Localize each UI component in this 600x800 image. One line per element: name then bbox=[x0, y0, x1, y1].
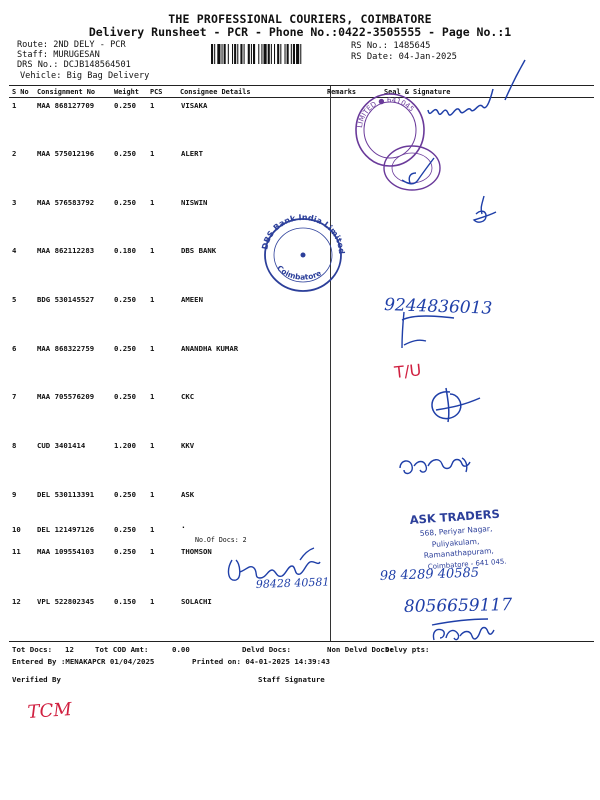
row-consignee: ASK bbox=[181, 490, 195, 499]
company-title: THE PROFESSIONAL COURIERS, COIMBATORE bbox=[168, 12, 432, 26]
stamp-line-4: Ramanathapuram, bbox=[423, 546, 495, 560]
barcode-bar bbox=[258, 44, 259, 64]
barcode-bar bbox=[264, 44, 267, 64]
barcode-bar bbox=[214, 44, 215, 64]
row-sno: 11 bbox=[12, 547, 21, 556]
table-row bbox=[0, 198, 600, 208]
row-consignment-no: BDG 530145527 bbox=[37, 295, 95, 304]
row-pcs: 1 bbox=[150, 149, 155, 158]
row-2-signature bbox=[402, 158, 434, 184]
row-weight: 0.250 bbox=[114, 344, 136, 353]
table-row bbox=[0, 295, 600, 305]
row-consignment-no: MAA 705576209 bbox=[37, 392, 95, 401]
row-consignee: SOLACHI bbox=[181, 597, 212, 606]
row-9-phone: 98 4289 40585 bbox=[379, 565, 480, 584]
row-10-consignee-mark: . bbox=[181, 521, 186, 530]
row-sno: 4 bbox=[12, 246, 17, 255]
row-sno: 10 bbox=[12, 525, 21, 534]
row-12-signature bbox=[432, 619, 494, 640]
row-sno: 1 bbox=[12, 101, 17, 110]
row-consignment-no: MAA 862112283 bbox=[37, 246, 95, 255]
row-consignment-no: MAA 109554103 bbox=[37, 547, 95, 556]
table-row bbox=[0, 490, 600, 500]
barcode-bar bbox=[280, 44, 281, 64]
row-weight: 0.250 bbox=[114, 101, 136, 110]
stamp-line-1: ASK TRADERS bbox=[409, 506, 501, 527]
dbs-seal-top-text: DBS Bank India Limited bbox=[260, 212, 347, 255]
row-pcs: 1 bbox=[150, 344, 155, 353]
row-pcs: 1 bbox=[150, 101, 155, 110]
barcode bbox=[211, 44, 341, 64]
row-weight: 0.250 bbox=[114, 198, 136, 207]
col-header-pcs: PCS bbox=[150, 88, 163, 96]
staff-signature-label: Staff Signature bbox=[258, 675, 325, 684]
row-sno: 2 bbox=[12, 149, 17, 158]
row-consignee: ANANDHA KUMAR bbox=[181, 344, 239, 353]
docs-count-note: No.Of Docs: 2 bbox=[195, 536, 247, 544]
row-weight: 0.250 bbox=[114, 525, 136, 534]
barcode-bar bbox=[274, 44, 275, 64]
row-weight: 0.150 bbox=[114, 597, 136, 606]
row-consignee: VISAKA bbox=[181, 101, 208, 110]
row-consignee: KKV bbox=[181, 441, 195, 450]
row-6-remark: T/U bbox=[393, 360, 423, 382]
barcode-bar bbox=[244, 44, 245, 64]
barcode-bar bbox=[287, 44, 289, 64]
row-pcs: 1 bbox=[150, 597, 155, 606]
col-header-seal: Seal & Signature bbox=[384, 88, 451, 96]
row-consignee: ALERT bbox=[181, 149, 203, 158]
row-consignment-no: MAA 576583792 bbox=[37, 198, 95, 207]
barcode-bar bbox=[240, 44, 242, 64]
row-sno: 9 bbox=[12, 490, 17, 499]
barcode-bar bbox=[228, 44, 229, 64]
row-pcs: 1 bbox=[150, 198, 155, 207]
row-pcs: 1 bbox=[150, 295, 155, 304]
barcode-bar bbox=[277, 44, 279, 64]
table-row bbox=[0, 392, 600, 402]
row-consignment-no: MAA 575012196 bbox=[37, 149, 95, 158]
table-top-rule bbox=[9, 85, 594, 86]
row-sno: 3 bbox=[12, 198, 17, 207]
ask-traders-stamp bbox=[409, 507, 507, 571]
row-11-phone: 98428 40581 bbox=[255, 575, 330, 591]
table-bottom-rule bbox=[9, 641, 594, 642]
table-row bbox=[0, 441, 600, 451]
barcode-bar bbox=[211, 44, 213, 64]
row-consignee: CKC bbox=[181, 392, 195, 401]
row-weight: 1.200 bbox=[114, 441, 136, 450]
row-5-phone: 9244836013 bbox=[383, 295, 493, 319]
table-row bbox=[0, 246, 600, 256]
col-header-weight: Weight bbox=[114, 88, 139, 96]
drs-number: DRS No.: DCJB148564501 bbox=[17, 60, 131, 71]
row-pcs: 1 bbox=[150, 547, 155, 556]
stamp-line-5: Coimbatore - 641 045. bbox=[427, 557, 507, 571]
row-weight: 0.180 bbox=[114, 246, 136, 255]
delvd-docs-label: Delvd Docs: bbox=[242, 645, 291, 654]
runsheet-title: Delivery Runsheet - PCR - Phone No.:0422-3505555 - Page No.:1 bbox=[88, 25, 512, 39]
row-weight: 0.250 bbox=[114, 392, 136, 401]
verified-initials: TCM bbox=[26, 698, 73, 723]
row-pcs: 1 bbox=[150, 525, 155, 534]
remarks-divider bbox=[330, 86, 331, 641]
barcode-bar bbox=[300, 44, 301, 64]
row-consignment-no: MAA 868322759 bbox=[37, 344, 95, 353]
row-12-phone: 8056659117 bbox=[403, 595, 513, 617]
row-weight: 0.250 bbox=[114, 295, 136, 304]
staff-text: Staff: MURUGESAN bbox=[17, 50, 100, 61]
barcode-bar bbox=[268, 44, 270, 64]
rs-number: RS No.: 1485645 bbox=[351, 41, 431, 51]
barcode-bar bbox=[234, 44, 236, 64]
col-header-remarks: Remarks bbox=[327, 88, 357, 96]
barcode-bar bbox=[271, 44, 272, 64]
barcode-bar bbox=[291, 44, 292, 64]
col-header-sno: S No bbox=[12, 88, 29, 96]
row-pcs: 1 bbox=[150, 441, 155, 450]
row-consignee: DBS BANK bbox=[181, 246, 217, 255]
row-sno: 7 bbox=[12, 392, 17, 401]
header-right-info bbox=[351, 41, 457, 63]
header-bottom-rule bbox=[9, 97, 594, 98]
stamp-line-3: Puliyakulam, bbox=[431, 536, 480, 549]
header-left-info bbox=[17, 40, 149, 81]
barcode-bar bbox=[261, 44, 262, 64]
barcode-bar bbox=[251, 44, 252, 64]
row-weight: 0.250 bbox=[114, 149, 136, 158]
barcode-bar bbox=[217, 44, 220, 64]
entered-by: Entered By :MENAKAPCR 01/04/2025 bbox=[12, 657, 155, 666]
route-text: Route: 2ND DELY - PCR bbox=[17, 40, 126, 50]
row-consignment-no: VPL 522802345 bbox=[37, 597, 95, 606]
row-consignee: THOMSON bbox=[181, 547, 212, 556]
col-header-consignment: Consignment No bbox=[37, 88, 96, 96]
barcode-bar bbox=[296, 44, 299, 64]
row-pcs: 1 bbox=[150, 246, 155, 255]
table-row bbox=[0, 149, 600, 159]
row-pcs: 1 bbox=[150, 392, 155, 401]
row-pcs: 1 bbox=[150, 490, 155, 499]
tot-cod-label: Tot COD Amt: bbox=[95, 645, 149, 654]
svg-text:Coimbatore bbox=[275, 263, 323, 281]
row-consignment-no: DEL 530113391 bbox=[37, 490, 95, 499]
row-consignee: AMEEN bbox=[181, 295, 203, 304]
barcode-bar bbox=[293, 44, 295, 64]
barcode-bar bbox=[248, 44, 250, 64]
verified-by-label: Verified By bbox=[12, 675, 61, 684]
barcode-bar bbox=[285, 44, 286, 64]
row-sno: 5 bbox=[12, 295, 17, 304]
tot-cod-value: 0.00 bbox=[172, 645, 190, 654]
non-delvd-docs-label: Non Delvd Docs: bbox=[327, 645, 394, 654]
row-consignee: NISWIN bbox=[181, 198, 208, 207]
row-sno: 12 bbox=[12, 597, 21, 606]
row-sno: 8 bbox=[12, 441, 17, 450]
barcode-bar bbox=[224, 44, 226, 64]
vehicle-text: Vehicle: Big Bag Delivery bbox=[20, 70, 150, 81]
row-8-signature bbox=[400, 458, 470, 473]
delvy-pts-label: Delvy pts: bbox=[385, 645, 430, 654]
row-weight: 0.250 bbox=[114, 547, 136, 556]
printed-on: Printed on: 04-01-2025 14:39:43 bbox=[192, 657, 330, 666]
barcode-bar bbox=[222, 44, 223, 64]
row-consignment-no: CUD 3401414 bbox=[37, 441, 86, 450]
tot-docs-label: Tot Docs: bbox=[12, 645, 53, 654]
table-row bbox=[0, 525, 600, 535]
row-weight: 0.250 bbox=[114, 490, 136, 499]
row-consignment-no: MAA 868127709 bbox=[37, 101, 95, 110]
barcode-bar bbox=[232, 44, 233, 64]
row-sno: 6 bbox=[12, 344, 17, 353]
col-header-consignee: Consignee Details bbox=[180, 88, 251, 96]
rs-date: RS Date: 04-Jan-2025 bbox=[351, 52, 457, 62]
row-5-signature bbox=[402, 312, 454, 348]
table-row bbox=[0, 597, 600, 607]
table-row bbox=[0, 547, 600, 557]
svg-text:LIMITED ● 641045: LIMITED ● 641045 bbox=[355, 96, 416, 129]
barcode-bar bbox=[237, 44, 238, 64]
table-row bbox=[0, 344, 600, 354]
barcode-bar bbox=[253, 44, 255, 64]
table-row bbox=[0, 101, 600, 111]
row-consignment-no: DEL 121497126 bbox=[37, 525, 95, 534]
dbs-seal-bottom-text: Coimbatore bbox=[275, 263, 323, 282]
stamp-line-2: 568, Periyar Nagar, bbox=[419, 523, 493, 538]
tot-docs-value: 12 bbox=[65, 645, 74, 654]
